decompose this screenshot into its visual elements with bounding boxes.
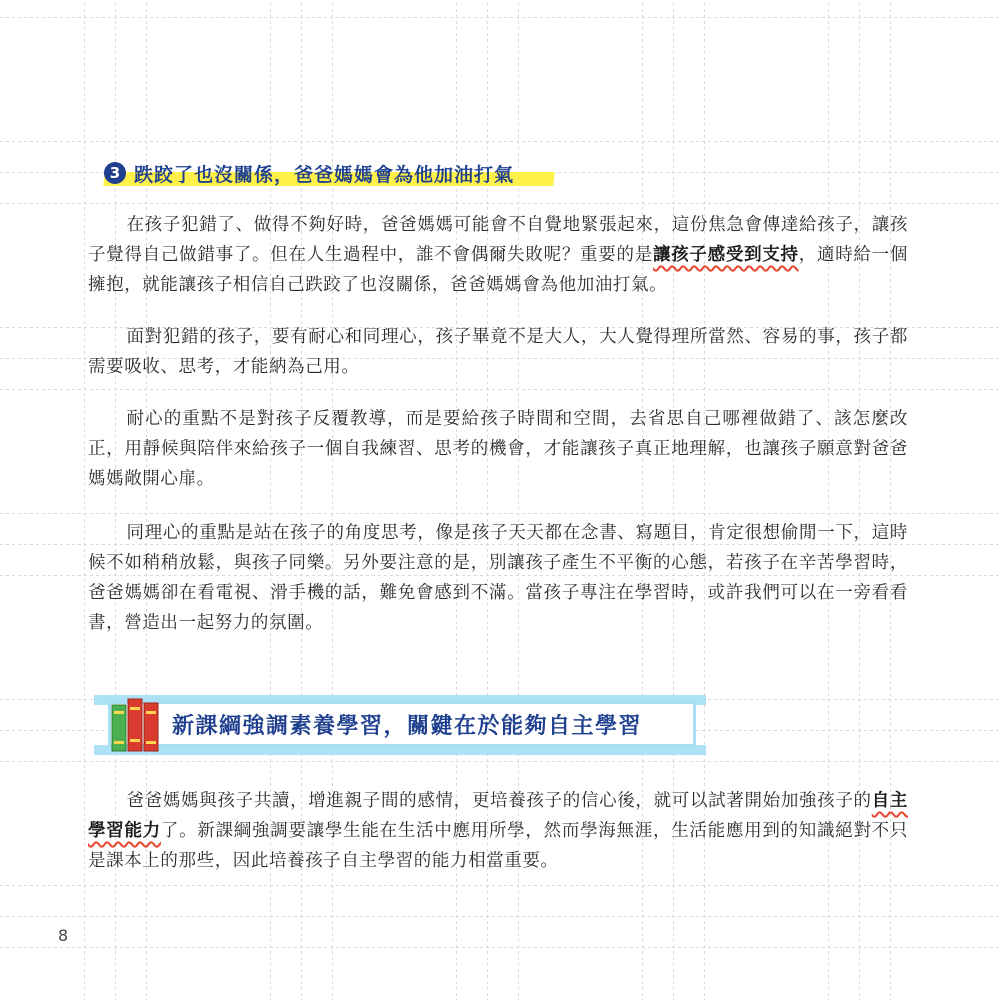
section-title: 跌跤了也沒關係，爸爸媽媽會為他加油打氣	[134, 163, 515, 186]
page-number: 8	[58, 926, 69, 945]
paragraph-1	[88, 210, 908, 300]
paragraph-5-text-b: 了。新課綱強調要讓學生能在生活中應用所學，然而學海無涯，生活能應用到的知識絕對不只是課本上的那些，因此培養孩子自主學習的能力相當重要。	[88, 821, 908, 871]
subheading-banner	[94, 695, 706, 759]
section-number-badge: 3	[104, 162, 126, 184]
paragraph-1-text-a: 在孩子犯錯了、做得不夠好時，爸爸媽媽可能會不自覺地緊張起來，這份焦急會傳達給孩子，讓孩子覺得自己做錯事了。但在人生過程中，誰不會偶爾失敗呢？重要的是	[88, 215, 908, 265]
paragraph-3: 耐心的重點不是對孩子反覆教導，而是要給孩子時間和空間，去省思自己哪裡做錯了、該怎麼改正，用靜候與陪伴來給孩子一個自我練習、思考的機會，才能讓孩子真正地理解，也讓孩子願意對爸爸媽媽敞開心扉。	[88, 409, 908, 489]
highlight-self-learning: 自主學習能力	[88, 791, 908, 841]
highlight-support: 讓孩子感受到支持	[652, 245, 799, 265]
books-icon	[110, 695, 162, 757]
section-heading	[104, 158, 514, 188]
paragraph-5	[88, 786, 908, 876]
paragraph-5-text-a: 爸爸媽媽與孩子共讀，增進親子間的感情，更培養孩子的信心後，就可以試著開始加強孩子的	[126, 791, 872, 811]
paragraph-2: 面對犯錯的孩子，要有耐心和同理心，孩子畢竟不是大人，大人覺得理所當然、容易的事，孩子都需要吸收、思考，才能納為己用。	[88, 327, 908, 377]
banner-title: 新課綱強調素養學習，關鍵在於能夠自主學習	[172, 714, 643, 739]
paragraph-4: 同理心的重點是站在孩子的角度思考，像是孩子天天都在念書、寫題目，肯定很想偷閒一下，這時候不如稍稍放鬆，與孩子同樂。另外要注意的是，別讓孩子產生不平衡的心態，若孩子在辛苦學習時，爸爸媽媽卻在看電視、滑手機的話，難免會感到不滿。當孩子專注在學習時，或許我們可以在一旁看看書，營造出一起努力的氛圍。	[88, 523, 908, 633]
paragraph-1-text-b: ，適時給一個擁抱，就能讓孩子相信自己跌跤了也沒關係，爸爸媽媽會為他加油打氣。	[88, 245, 908, 295]
